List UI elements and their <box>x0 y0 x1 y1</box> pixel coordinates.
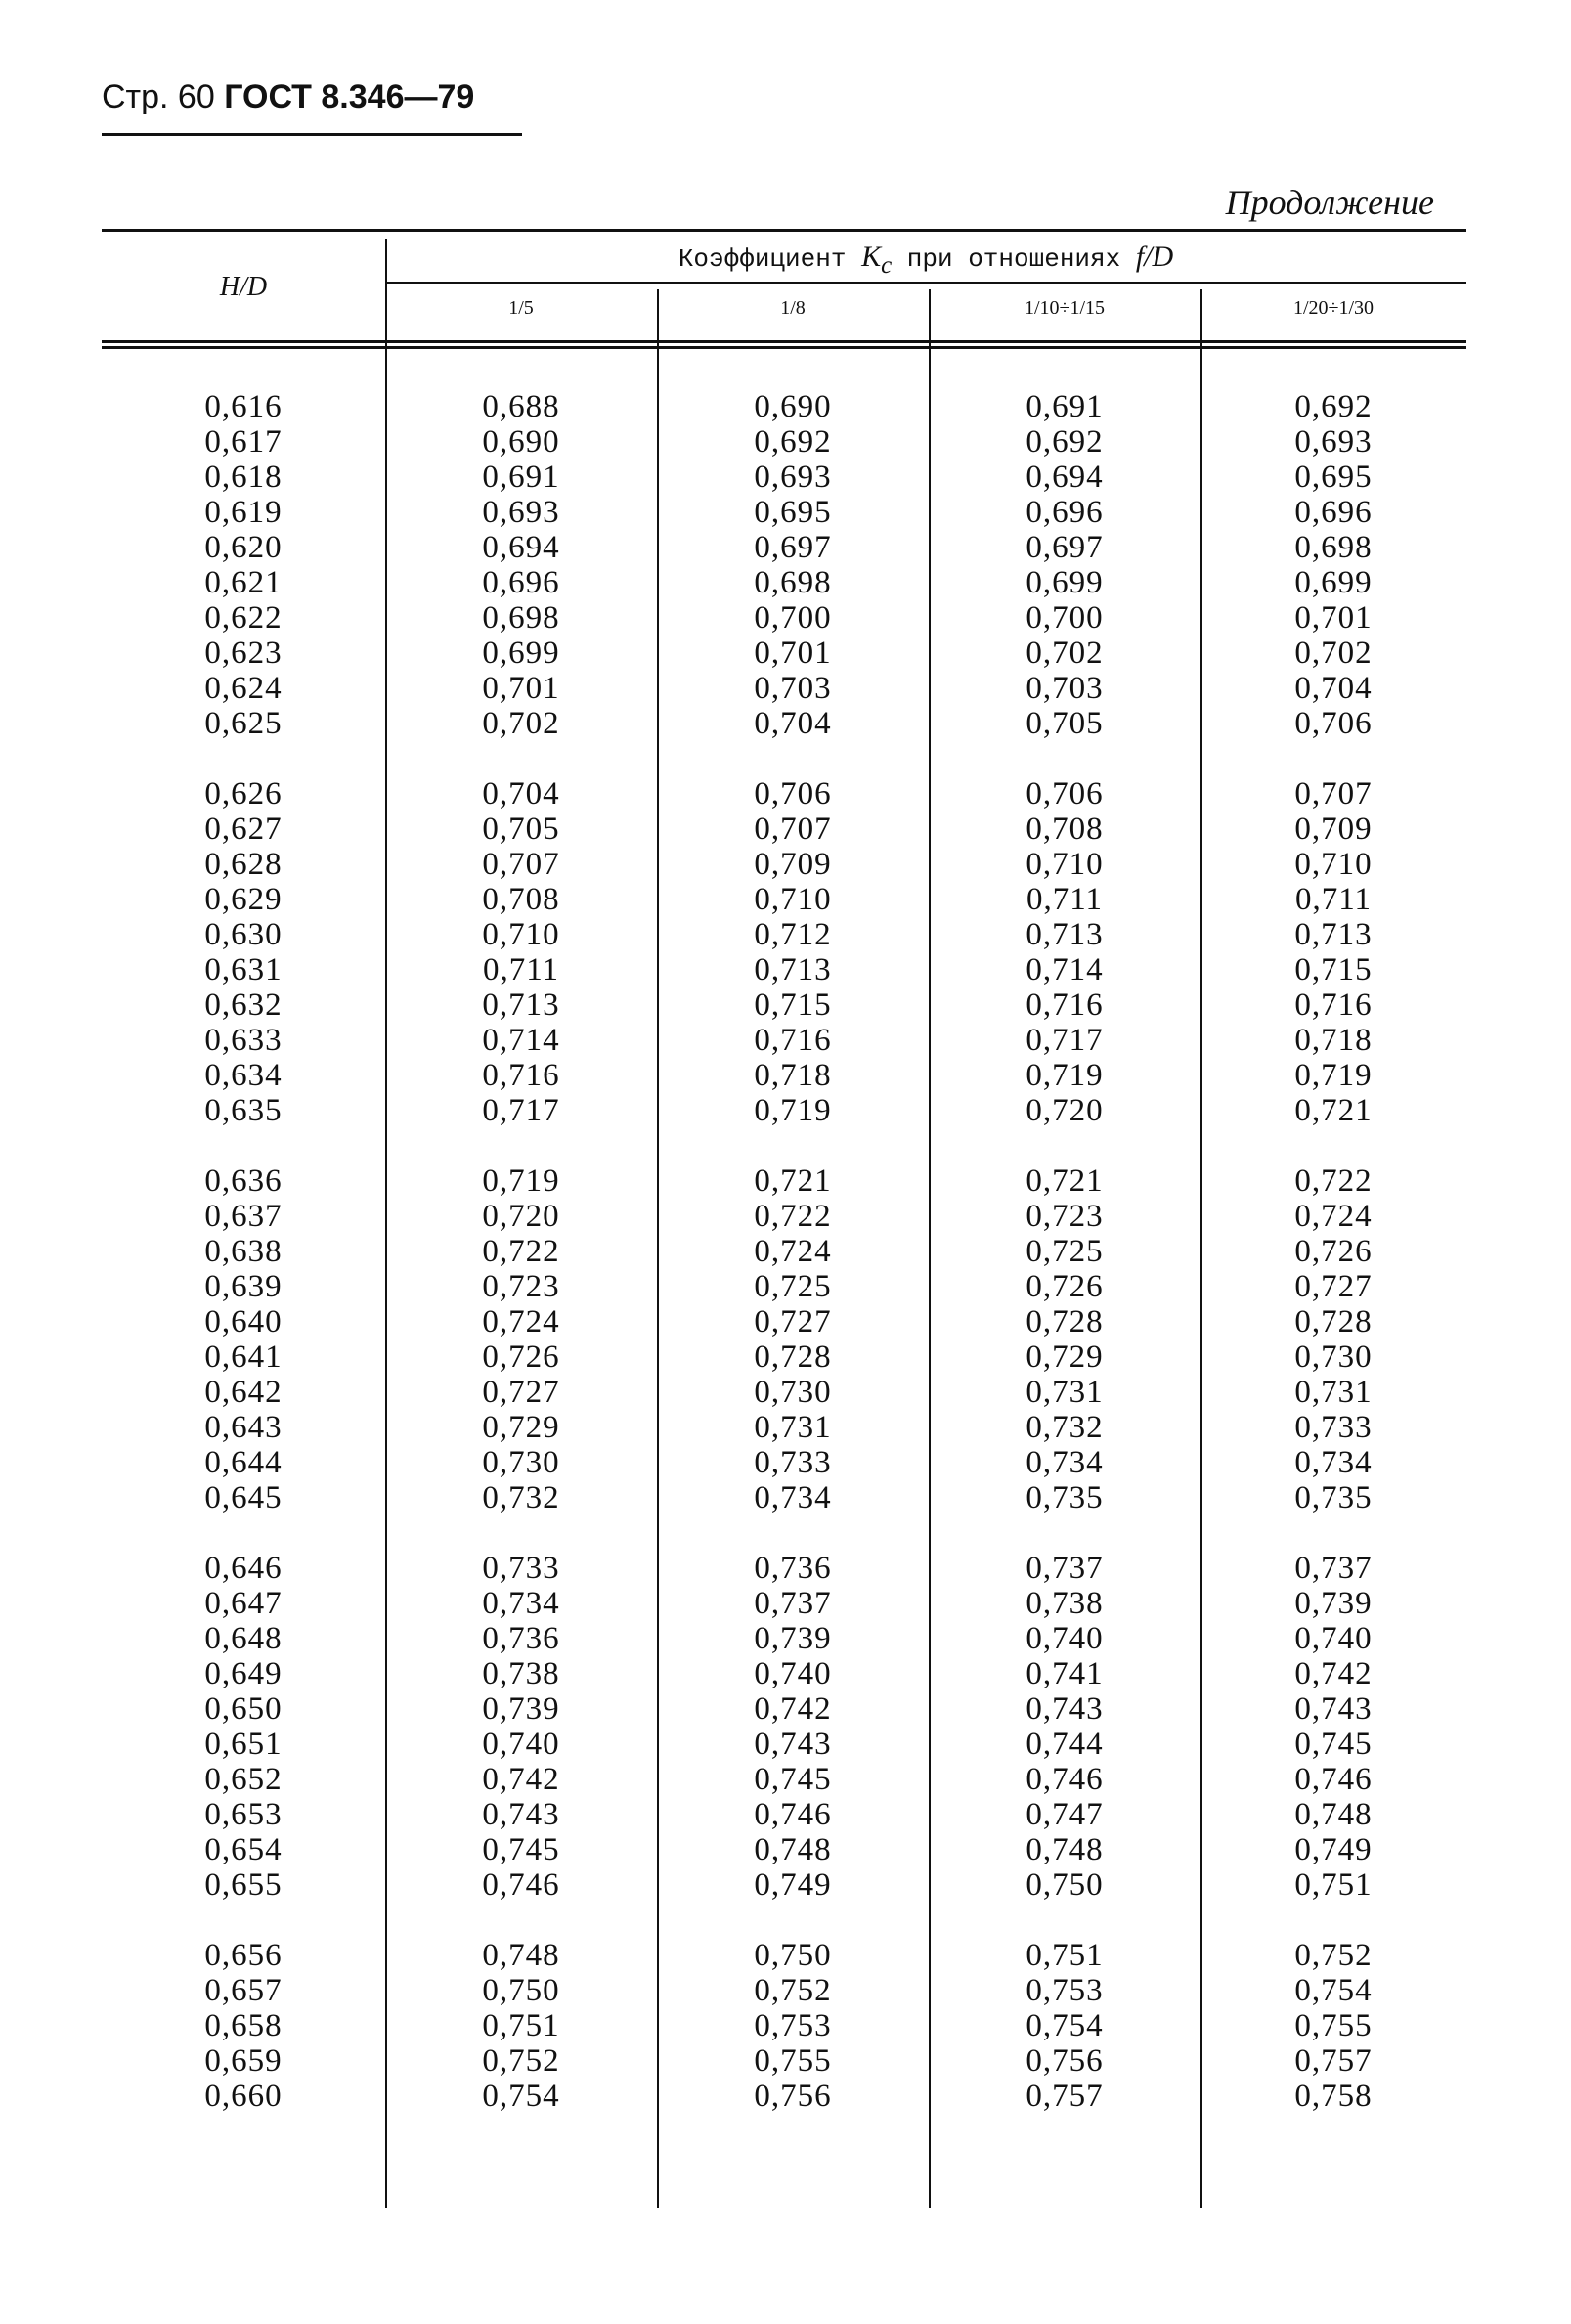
coefficient-cell: 0,703 <box>1026 671 1104 706</box>
table-row <box>102 1551 1466 1586</box>
coefficient-cell: 0,710 <box>1026 847 1104 882</box>
coefficient-cell: 0,734 <box>1026 1445 1104 1480</box>
coefficient-cell: 0,693 <box>1294 424 1373 460</box>
coefficient-cell: 0,755 <box>754 2043 832 2079</box>
coefficient-cell: 0,713 <box>754 952 832 987</box>
hd-ratio-cell: 0,646 <box>204 1551 283 1586</box>
coefficient-cell: 0,748 <box>1026 1832 1104 1867</box>
coefficient-cell: 0,699 <box>1294 565 1373 600</box>
table-top-rule <box>102 229 1466 232</box>
coefficient-cell: 0,750 <box>754 1938 832 1973</box>
coefficient-cell: 0,720 <box>482 1199 560 1234</box>
coefficient-cell: 0,728 <box>1294 1304 1373 1339</box>
coefficient-cell: 0,718 <box>754 1058 832 1093</box>
coefficient-cell: 0,751 <box>1026 1938 1104 1973</box>
coefficient-cell: 0,708 <box>482 882 560 917</box>
table-row <box>102 917 1466 952</box>
hd-ratio-cell: 0,642 <box>204 1375 283 1410</box>
coefficient-cell: 0,701 <box>1294 600 1373 636</box>
coefficient-cell: 0,752 <box>482 2043 560 2079</box>
coefficient-cell: 0,743 <box>1294 1691 1373 1727</box>
table-row <box>102 1867 1466 1903</box>
coefficient-cell: 0,734 <box>1294 1445 1373 1480</box>
coefficient-cell: 0,704 <box>754 706 832 741</box>
hd-ratio-cell: 0,645 <box>204 1480 283 1515</box>
coefficient-cell: 0,747 <box>1026 1797 1104 1832</box>
coefficient-cell: 0,723 <box>1026 1199 1104 1234</box>
table-row <box>102 460 1466 495</box>
coefficient-cell: 0,739 <box>1294 1586 1373 1621</box>
title-var-symbol: K <box>861 241 882 273</box>
table-subheader-rule <box>385 282 1466 284</box>
table-row <box>102 1410 1466 1445</box>
hd-ratio-cell: 0,621 <box>204 565 283 600</box>
coefficient-cell: 0,722 <box>482 1234 560 1269</box>
coefficient-cell: 0,720 <box>1026 1093 1104 1128</box>
hd-ratio-cell: 0,654 <box>204 1832 283 1867</box>
coefficient-cell: 0,743 <box>754 1727 832 1762</box>
coefficient-cell: 0,710 <box>482 917 560 952</box>
coefficient-cell: 0,719 <box>1294 1058 1373 1093</box>
table-row <box>102 1656 1466 1691</box>
hd-ratio-cell: 0,657 <box>204 1973 283 2008</box>
coefficient-cell: 0,742 <box>482 1762 560 1797</box>
column-header: 1/20÷1/30 <box>1292 297 1375 319</box>
coefficient-cell: 0,719 <box>754 1093 832 1128</box>
hd-ratio-cell: 0,630 <box>204 917 283 952</box>
coefficient-cell: 0,715 <box>754 987 832 1023</box>
table-group-title <box>385 241 1466 280</box>
coefficient-cell: 0,750 <box>482 1973 560 2008</box>
table-row <box>102 1269 1466 1304</box>
coefficient-cell: 0,757 <box>1294 2043 1373 2079</box>
coefficient-cell: 0,748 <box>1294 1797 1373 1832</box>
coefficient-cell: 0,699 <box>482 636 560 671</box>
coefficient-cell: 0,698 <box>1294 530 1373 565</box>
hd-ratio-cell: 0,624 <box>204 671 283 706</box>
coefficient-cell: 0,711 <box>1294 882 1373 917</box>
hd-ratio-cell: 0,620 <box>204 530 283 565</box>
coefficient-cell: 0,726 <box>482 1339 560 1375</box>
coefficient-cell: 0,730 <box>754 1375 832 1410</box>
coefficient-cell: 0,731 <box>1294 1375 1373 1410</box>
coefficient-cell: 0,690 <box>754 389 832 424</box>
coefficient-cell: 0,691 <box>1026 389 1104 424</box>
coefficient-cell: 0,721 <box>1026 1163 1104 1199</box>
coefficient-cell: 0,749 <box>754 1867 832 1903</box>
hd-ratio-cell: 0,640 <box>204 1304 283 1339</box>
coefficient-cell: 0,701 <box>754 636 832 671</box>
hd-ratio-cell: 0,653 <box>204 1797 283 1832</box>
coefficient-cell: 0,704 <box>1294 671 1373 706</box>
hd-ratio-cell: 0,648 <box>204 1621 283 1656</box>
coefficient-cell: 0,746 <box>482 1867 560 1903</box>
table-row <box>102 1093 1466 1128</box>
coefficient-cell: 0,736 <box>754 1551 832 1586</box>
coefficient-cell: 0,754 <box>1294 1973 1373 2008</box>
hd-ratio-cell: 0,649 <box>204 1656 283 1691</box>
coefficient-cell: 0,721 <box>1294 1093 1373 1128</box>
table-row <box>102 1304 1466 1339</box>
coefficient-cell: 0,723 <box>482 1269 560 1304</box>
coefficient-cell: 0,690 <box>482 424 560 460</box>
coefficient-cell: 0,696 <box>482 565 560 600</box>
coefficient-cell: 0,706 <box>1026 776 1104 811</box>
coefficient-cell: 0,716 <box>482 1058 560 1093</box>
coefficient-cell: 0,694 <box>482 530 560 565</box>
coefficient-cell: 0,732 <box>1026 1410 1104 1445</box>
coefficient-cell: 0,706 <box>754 776 832 811</box>
coefficient-cell: 0,698 <box>482 600 560 636</box>
coefficient-cell: 0,695 <box>1294 460 1373 495</box>
coefficient-cell: 0,707 <box>482 847 560 882</box>
coefficient-cell: 0,735 <box>1026 1480 1104 1515</box>
table-row <box>102 1691 1466 1727</box>
table-row <box>102 2079 1466 2114</box>
hd-ratio-cell: 0,643 <box>204 1410 283 1445</box>
title-var-subscript: c <box>881 252 893 279</box>
coefficient-cell: 0,746 <box>1294 1762 1373 1797</box>
coefficient-cell: 0,740 <box>482 1727 560 1762</box>
coefficient-cell: 0,737 <box>1026 1551 1104 1586</box>
table-row <box>102 1023 1466 1058</box>
coefficient-cell: 0,729 <box>1026 1339 1104 1375</box>
hd-ratio-cell: 0,658 <box>204 2008 283 2043</box>
table-row <box>102 636 1466 671</box>
coefficient-cell: 0,725 <box>754 1269 832 1304</box>
coefficient-cell: 0,719 <box>482 1163 560 1199</box>
title-ratio: f/D <box>1135 241 1174 273</box>
coefficient-cell: 0,698 <box>754 565 832 600</box>
coefficient-cell: 0,693 <box>754 460 832 495</box>
hd-ratio-cell: 0,650 <box>204 1691 283 1727</box>
coefficient-cell: 0,727 <box>1294 1269 1373 1304</box>
coefficient-cell: 0,694 <box>1026 460 1104 495</box>
hd-ratio-cell: 0,622 <box>204 600 283 636</box>
coefficient-cell: 0,752 <box>1294 1938 1373 1973</box>
coefficient-cell: 0,703 <box>754 671 832 706</box>
table-row <box>102 1586 1466 1621</box>
coefficient-cell: 0,697 <box>754 530 832 565</box>
coefficient-cell: 0,701 <box>482 671 560 706</box>
table-row <box>102 1163 1466 1199</box>
coefficient-cell: 0,729 <box>482 1410 560 1445</box>
hd-ratio-cell: 0,644 <box>204 1445 283 1480</box>
coefficient-cell: 0,739 <box>482 1691 560 1727</box>
coefficient-cell: 0,713 <box>1294 917 1373 952</box>
document-id: ГОСТ 8.346—79 <box>224 78 475 115</box>
table-header-bottom-rule-2 <box>102 346 1466 349</box>
coefficient-cell: 0,702 <box>482 706 560 741</box>
coefficient-cell: 0,700 <box>1026 600 1104 636</box>
table-row <box>102 600 1466 636</box>
coefficient-cell: 0,688 <box>482 389 560 424</box>
coefficient-cell: 0,709 <box>1294 811 1373 847</box>
coefficient-cell: 0,710 <box>754 882 832 917</box>
coefficient-cell: 0,733 <box>754 1445 832 1480</box>
hd-ratio-cell: 0,623 <box>204 636 283 671</box>
row-header-label: H/D <box>219 272 268 302</box>
coefficient-cell: 0,738 <box>482 1656 560 1691</box>
hd-ratio-cell: 0,625 <box>204 706 283 741</box>
row-group <box>102 1163 1466 1515</box>
coefficient-cell: 0,730 <box>1294 1339 1373 1375</box>
coefficient-cell: 0,708 <box>1026 811 1104 847</box>
table-row <box>102 2008 1466 2043</box>
hd-ratio-cell: 0,618 <box>204 460 283 495</box>
coefficient-cell: 0,743 <box>482 1797 560 1832</box>
coefficient-cell: 0,713 <box>1026 917 1104 952</box>
coefficient-cell: 0,716 <box>1026 987 1104 1023</box>
coefficient-cell: 0,740 <box>754 1656 832 1691</box>
coefficient-cell: 0,717 <box>1026 1023 1104 1058</box>
coefficient-cell: 0,693 <box>482 495 560 530</box>
coefficient-cell: 0,751 <box>482 2008 560 2043</box>
coefficient-cell: 0,731 <box>1026 1375 1104 1410</box>
coefficient-cell: 0,752 <box>754 1973 832 2008</box>
column-header: 1/10÷1/15 <box>1024 297 1106 319</box>
table-row <box>102 1832 1466 1867</box>
coefficient-cell: 0,719 <box>1026 1058 1104 1093</box>
coefficient-cell: 0,714 <box>1026 952 1104 987</box>
coefficient-cell: 0,728 <box>754 1339 832 1375</box>
table-row <box>102 952 1466 987</box>
hd-ratio-cell: 0,628 <box>204 847 283 882</box>
hd-ratio-cell: 0,638 <box>204 1234 283 1269</box>
coefficient-cell: 0,700 <box>754 600 832 636</box>
hd-ratio-cell: 0,656 <box>204 1938 283 1973</box>
row-group <box>102 776 1466 1128</box>
coefficient-cell: 0,731 <box>754 1410 832 1445</box>
hd-ratio-cell: 0,641 <box>204 1339 283 1375</box>
coefficient-cell: 0,709 <box>754 847 832 882</box>
coefficient-cell: 0,699 <box>1026 565 1104 600</box>
coefficient-cell: 0,724 <box>482 1304 560 1339</box>
row-group <box>102 1938 1466 2114</box>
table-row <box>102 1234 1466 1269</box>
table-row <box>102 2043 1466 2079</box>
table-row <box>102 811 1466 847</box>
coefficient-cell: 0,702 <box>1294 636 1373 671</box>
table-row <box>102 1199 1466 1234</box>
column-header: 1/8 <box>780 297 806 319</box>
coefficient-cell: 0,756 <box>754 2079 832 2114</box>
coefficient-cell: 0,754 <box>482 2079 560 2114</box>
coefficient-cell: 0,745 <box>754 1762 832 1797</box>
coefficient-cell: 0,716 <box>1294 987 1373 1023</box>
table-row <box>102 1621 1466 1656</box>
page-number: Стр. 60 <box>102 78 215 115</box>
title-prefix: Коэффициент <box>677 244 847 274</box>
coefficient-cell: 0,745 <box>1294 1727 1373 1762</box>
row-group <box>102 389 1466 741</box>
coefficient-cell: 0,740 <box>1026 1621 1104 1656</box>
coefficient-cell: 0,691 <box>482 460 560 495</box>
coefficient-cell: 0,707 <box>754 811 832 847</box>
coefficient-cell: 0,695 <box>754 495 832 530</box>
coefficient-cell: 0,743 <box>1026 1691 1104 1727</box>
coefficient-cell: 0,692 <box>1294 389 1373 424</box>
coefficient-cell: 0,753 <box>1026 1973 1104 2008</box>
coefficient-cell: 0,712 <box>754 917 832 952</box>
coefficient-cell: 0,757 <box>1026 2079 1104 2114</box>
coefficient-cell: 0,704 <box>482 776 560 811</box>
table-row <box>102 1938 1466 1973</box>
coefficient-cell: 0,753 <box>754 2008 832 2043</box>
coefficient-cell: 0,750 <box>1026 1867 1104 1903</box>
hd-ratio-cell: 0,633 <box>204 1023 283 1058</box>
coefficient-cell: 0,735 <box>1294 1480 1373 1515</box>
coefficient-cell: 0,734 <box>482 1586 560 1621</box>
coefficient-cell: 0,722 <box>754 1199 832 1234</box>
coefficient-cell: 0,739 <box>754 1621 832 1656</box>
coefficient-cell: 0,696 <box>1026 495 1104 530</box>
coefficient-cell: 0,736 <box>482 1621 560 1656</box>
coefficient-cell: 0,742 <box>754 1691 832 1727</box>
coefficient-cell: 0,734 <box>754 1480 832 1515</box>
coefficient-cell: 0,716 <box>754 1023 832 1058</box>
table-row <box>102 1445 1466 1480</box>
table-row <box>102 706 1466 741</box>
coefficient-cell: 0,714 <box>482 1023 560 1058</box>
coefficient-cell: 0,710 <box>1294 847 1373 882</box>
hd-ratio-cell: 0,631 <box>204 952 283 987</box>
coefficient-cell: 0,755 <box>1294 2008 1373 2043</box>
coefficient-cell: 0,711 <box>1026 882 1104 917</box>
table-row <box>102 1727 1466 1762</box>
coefficient-cell: 0,696 <box>1294 495 1373 530</box>
coefficient-cell: 0,737 <box>754 1586 832 1621</box>
hd-ratio-cell: 0,617 <box>204 424 283 460</box>
coefficient-cell: 0,732 <box>482 1480 560 1515</box>
table-row <box>102 389 1466 424</box>
table-row <box>102 882 1466 917</box>
table-row <box>102 495 1466 530</box>
table-header-bottom-rule <box>102 340 1466 343</box>
coefficient-cell: 0,705 <box>482 811 560 847</box>
hd-ratio-cell: 0,629 <box>204 882 283 917</box>
coefficient-cell: 0,702 <box>1026 636 1104 671</box>
coefficient-cell: 0,748 <box>482 1938 560 1973</box>
table-row <box>102 1762 1466 1797</box>
coefficient-cell: 0,725 <box>1026 1234 1104 1269</box>
coefficient-cell: 0,756 <box>1026 2043 1104 2079</box>
coefficient-cell: 0,705 <box>1026 706 1104 741</box>
hd-ratio-cell: 0,647 <box>204 1586 283 1621</box>
coefficient-cell: 0,713 <box>482 987 560 1023</box>
table-row <box>102 565 1466 600</box>
coefficient-cell: 0,748 <box>754 1832 832 1867</box>
row-group <box>102 1551 1466 1903</box>
coefficient-cell: 0,733 <box>1294 1410 1373 1445</box>
coefficient-cell: 0,738 <box>1026 1586 1104 1621</box>
coefficient-cell: 0,742 <box>1294 1656 1373 1691</box>
coefficient-cell: 0,711 <box>482 952 560 987</box>
continuation-label: Продолжение <box>1225 183 1434 222</box>
page-header <box>102 78 474 116</box>
table-row <box>102 1797 1466 1832</box>
coefficient-cell: 0,692 <box>754 424 832 460</box>
coefficient-cell: 0,724 <box>1294 1199 1373 1234</box>
coefficient-cell: 0,728 <box>1026 1304 1104 1339</box>
hd-ratio-cell: 0,626 <box>204 776 283 811</box>
hd-ratio-cell: 0,635 <box>204 1093 283 1128</box>
table-row <box>102 847 1466 882</box>
coefficient-cell: 0,741 <box>1026 1656 1104 1691</box>
coefficient-cell: 0,724 <box>754 1234 832 1269</box>
table-row <box>102 1375 1466 1410</box>
table-row <box>102 1339 1466 1375</box>
coefficient-cell: 0,744 <box>1026 1727 1104 1762</box>
coefficient-cell: 0,726 <box>1026 1269 1104 1304</box>
coefficient-cell: 0,758 <box>1294 2079 1373 2114</box>
hd-ratio-cell: 0,619 <box>204 495 283 530</box>
coefficient-cell: 0,737 <box>1294 1551 1373 1586</box>
coefficient-cell: 0,722 <box>1294 1163 1373 1199</box>
hd-ratio-cell: 0,639 <box>204 1269 283 1304</box>
hd-ratio-cell: 0,651 <box>204 1727 283 1762</box>
coefficient-cell: 0,692 <box>1026 424 1104 460</box>
coefficient-cell: 0,715 <box>1294 952 1373 987</box>
table-row <box>102 530 1466 565</box>
coefficient-cell: 0,706 <box>1294 706 1373 741</box>
coefficient-cell: 0,697 <box>1026 530 1104 565</box>
table-body <box>102 389 1466 2149</box>
title-mid: при отношениях <box>906 244 1121 274</box>
coefficient-cell: 0,746 <box>1026 1762 1104 1797</box>
coefficient-cell: 0,726 <box>1294 1234 1373 1269</box>
coefficient-cell: 0,751 <box>1294 1867 1373 1903</box>
column-header: 1/5 <box>508 297 534 319</box>
coefficient-cell: 0,749 <box>1294 1832 1373 1867</box>
hd-ratio-cell: 0,637 <box>204 1199 283 1234</box>
table-row <box>102 424 1466 460</box>
coefficient-cell: 0,718 <box>1294 1023 1373 1058</box>
coefficient-cell: 0,727 <box>754 1304 832 1339</box>
hd-ratio-cell: 0,632 <box>204 987 283 1023</box>
coefficient-cell: 0,745 <box>482 1832 560 1867</box>
hd-ratio-cell: 0,652 <box>204 1762 283 1797</box>
hd-ratio-cell: 0,636 <box>204 1163 283 1199</box>
hd-ratio-cell: 0,655 <box>204 1867 283 1903</box>
header-rule <box>102 133 522 136</box>
coefficient-cell: 0,717 <box>482 1093 560 1128</box>
hd-ratio-cell: 0,634 <box>204 1058 283 1093</box>
coefficient-cell: 0,727 <box>482 1375 560 1410</box>
coefficient-cell: 0,754 <box>1026 2008 1104 2043</box>
coefficient-cell: 0,746 <box>754 1797 832 1832</box>
hd-ratio-cell: 0,616 <box>204 389 283 424</box>
coefficient-cell: 0,707 <box>1294 776 1373 811</box>
hd-ratio-cell: 0,659 <box>204 2043 283 2079</box>
coefficient-cell: 0,740 <box>1294 1621 1373 1656</box>
coefficient-cell: 0,721 <box>754 1163 832 1199</box>
table-row <box>102 671 1466 706</box>
hd-ratio-cell: 0,660 <box>204 2079 283 2114</box>
coefficient-cell: 0,730 <box>482 1445 560 1480</box>
table-row <box>102 987 1466 1023</box>
table-row <box>102 1058 1466 1093</box>
table-row <box>102 1973 1466 2008</box>
coefficient-cell: 0,733 <box>482 1551 560 1586</box>
table-row <box>102 776 1466 811</box>
title-var <box>861 241 893 279</box>
table-row <box>102 1480 1466 1515</box>
hd-ratio-cell: 0,627 <box>204 811 283 847</box>
